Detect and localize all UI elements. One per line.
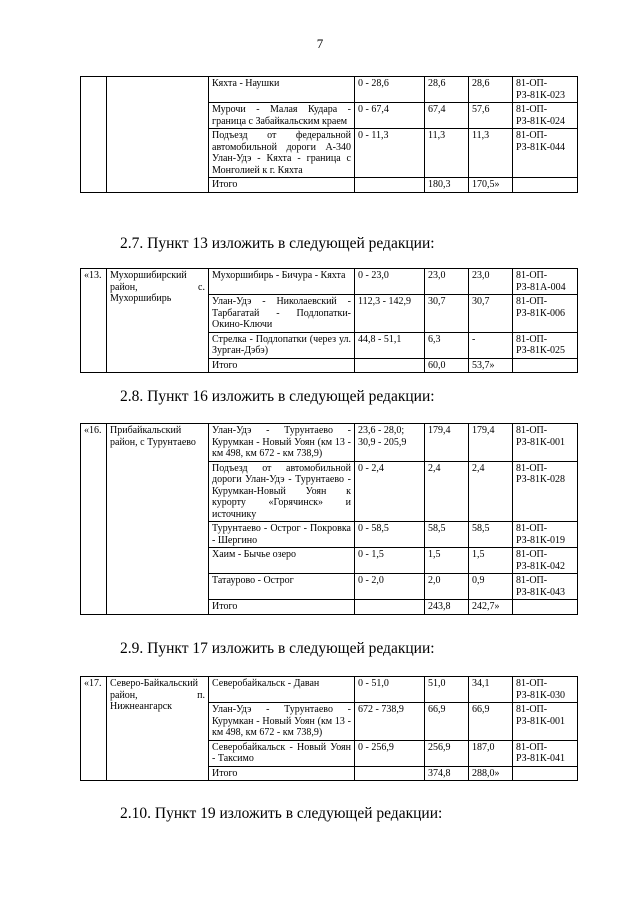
length-regional-cell: 23,0 bbox=[469, 269, 513, 295]
road-code-cell: 81-ОП-РЗ-81К-006 bbox=[513, 295, 578, 333]
section-heading-2-9: 2.9. Пункт 17 изложить в следующей редакции: bbox=[120, 640, 435, 657]
km-range-cell: 0 - 1,5 bbox=[355, 548, 425, 574]
total-length-cell: 60,0 bbox=[425, 358, 469, 373]
length-regional-cell: 58,5 bbox=[469, 522, 513, 548]
item-number-cell bbox=[81, 77, 107, 193]
total-label-cell: Итого bbox=[209, 766, 355, 781]
length-total-cell: 66,9 bbox=[425, 703, 469, 741]
total-label-cell: Итого bbox=[209, 178, 355, 193]
road-code-cell: 81-ОП-РЗ-81К-042 bbox=[513, 548, 578, 574]
item-number-cell: «16. bbox=[81, 424, 107, 615]
km-range-cell: 0 - 23,0 bbox=[355, 269, 425, 295]
length-regional-cell: 0,9 bbox=[469, 574, 513, 600]
length-total-cell: 2,4 bbox=[425, 461, 469, 522]
roads-table-item-13 bbox=[80, 268, 578, 373]
length-total-cell: 58,5 bbox=[425, 522, 469, 548]
length-total-cell: 2,0 bbox=[425, 574, 469, 600]
road-name-cell: Улан-Удэ - Турунтаево - Курумкан - Новый Уоян (км 13 - км 498, км 672 - км 738,9) bbox=[209, 703, 355, 741]
district-cell: Прибайкальский район, с Турунтаево bbox=[107, 424, 209, 615]
km-range-cell: 0 - 11,3 bbox=[355, 129, 425, 178]
road-name-cell: Северобайкальск - Даван bbox=[209, 677, 355, 703]
km-range-cell: 44,8 - 51,1 bbox=[355, 332, 425, 358]
roads-table-item-16 bbox=[80, 423, 578, 615]
length-total-cell: 28,6 bbox=[425, 77, 469, 103]
road-code-cell: 81-ОП-РЗ-81К-001 bbox=[513, 424, 578, 462]
road-name-cell: Хаим - Бычье озеро bbox=[209, 548, 355, 574]
district-cell bbox=[107, 77, 209, 193]
km-range-cell: 672 - 738,9 bbox=[355, 703, 425, 741]
item-number-cell: «17. bbox=[81, 677, 107, 781]
roads-table-item-17 bbox=[80, 676, 578, 781]
km-range-cell: 0 - 51,0 bbox=[355, 677, 425, 703]
road-code-cell: 81-ОП-РЗ-81К-043 bbox=[513, 574, 578, 600]
length-regional-cell: 2,4 bbox=[469, 461, 513, 522]
length-regional-cell: 187,0 bbox=[469, 740, 513, 766]
empty-cell bbox=[513, 178, 578, 193]
km-range-cell: 0 - 67,4 bbox=[355, 103, 425, 129]
total-label-cell: Итого bbox=[209, 358, 355, 373]
road-code-cell: 81-ОП-РЗ-81К-019 bbox=[513, 522, 578, 548]
length-regional-cell: 66,9 bbox=[469, 703, 513, 741]
km-range-cell: 112,3 - 142,9 bbox=[355, 295, 425, 333]
length-total-cell: 1,5 bbox=[425, 548, 469, 574]
length-total-cell: 11,3 bbox=[425, 129, 469, 178]
empty-cell bbox=[355, 600, 425, 615]
km-range-cell: 23,6 - 28,0; 30,9 - 205,9 bbox=[355, 424, 425, 462]
empty-cell bbox=[513, 600, 578, 615]
total-regional-cell: 170,5» bbox=[469, 178, 513, 193]
road-code-cell: 81-ОП-РЗ-81К-025 bbox=[513, 332, 578, 358]
length-regional-cell: 57,6 bbox=[469, 103, 513, 129]
empty-cell bbox=[355, 178, 425, 193]
table-row bbox=[81, 269, 578, 295]
road-name-cell: Подъезд от федеральной автомобильной дороги А-340 Улан-Удэ - Кяхта - граница с Монголией к г. Кяхта bbox=[209, 129, 355, 178]
road-name-cell: Стрелка - Подлопатки (через ул. Зурган-Дэбэ) bbox=[209, 332, 355, 358]
table-row bbox=[81, 77, 578, 103]
total-length-cell: 180,3 bbox=[425, 178, 469, 193]
road-name-cell: Улан-Удэ - Николаевский - Тарбагатай - Подлопатки-Окино-Ключи bbox=[209, 295, 355, 333]
length-regional-cell: 179,4 bbox=[469, 424, 513, 462]
km-range-cell: 0 - 28,6 bbox=[355, 77, 425, 103]
road-name-cell: Улан-Удэ - Турунтаево - Курумкан - Новый Уоян (км 13 - км 498, км 672 - км 738,9) bbox=[209, 424, 355, 462]
road-code-cell: 81-ОП-РЗ-81К-028 bbox=[513, 461, 578, 522]
road-code-cell: 81-ОП-РЗ-81К-044 bbox=[513, 129, 578, 178]
item-number-cell: «13. bbox=[81, 269, 107, 373]
km-range-cell: 0 - 2,0 bbox=[355, 574, 425, 600]
length-regional-cell: 30,7 bbox=[469, 295, 513, 333]
section-heading-2-7: 2.7. Пункт 13 изложить в следующей редакции: bbox=[120, 235, 435, 252]
district-cell: Мухоршибирский район, с. Мухоршибирь bbox=[107, 269, 209, 373]
length-total-cell: 256,9 bbox=[425, 740, 469, 766]
empty-cell bbox=[355, 766, 425, 781]
km-range-cell: 0 - 256,9 bbox=[355, 740, 425, 766]
total-length-cell: 243,8 bbox=[425, 600, 469, 615]
road-code-cell: 81-ОП-РЗ-81К-023 bbox=[513, 77, 578, 103]
length-total-cell: 67,4 bbox=[425, 103, 469, 129]
total-regional-cell: 242,7» bbox=[469, 600, 513, 615]
road-name-cell: Мурочи - Малая Кудара - граница с Забайкальским краем bbox=[209, 103, 355, 129]
total-regional-cell: 288,0» bbox=[469, 766, 513, 781]
road-code-cell: 81-ОП-РЗ-81К-001 bbox=[513, 703, 578, 741]
length-regional-cell: 1,5 bbox=[469, 548, 513, 574]
table-row bbox=[81, 424, 578, 462]
empty-cell bbox=[513, 358, 578, 373]
road-name-cell: Мухоршибирь - Бичура - Кяхта bbox=[209, 269, 355, 295]
length-regional-cell: - bbox=[469, 332, 513, 358]
road-name-cell: Татаурово - Острог bbox=[209, 574, 355, 600]
length-regional-cell: 28,6 bbox=[469, 77, 513, 103]
section-heading-2-8: 2.8. Пункт 16 изложить в следующей редакции: bbox=[120, 388, 435, 405]
total-regional-cell: 53,7» bbox=[469, 358, 513, 373]
length-total-cell: 179,4 bbox=[425, 424, 469, 462]
total-length-cell: 374,8 bbox=[425, 766, 469, 781]
road-name-cell: Турунтаево - Острог - Покровка - Шергино bbox=[209, 522, 355, 548]
road-name-cell: Кяхта - Наушки bbox=[209, 77, 355, 103]
roads-table-continued bbox=[80, 76, 578, 193]
length-regional-cell: 11,3 bbox=[469, 129, 513, 178]
length-total-cell: 30,7 bbox=[425, 295, 469, 333]
section-heading-2-10: 2.10. Пункт 19 изложить в следующей редакции: bbox=[120, 805, 443, 822]
length-regional-cell: 34,1 bbox=[469, 677, 513, 703]
road-code-cell: 81-ОП-РЗ-81К-041 bbox=[513, 740, 578, 766]
road-code-cell: 81-ОП-РЗ-81А-004 bbox=[513, 269, 578, 295]
page-number: 7 bbox=[316, 36, 324, 51]
road-name-cell: Северобайкальск - Новый Уоян - Таксимо bbox=[209, 740, 355, 766]
empty-cell bbox=[355, 358, 425, 373]
total-label-cell: Итого bbox=[209, 600, 355, 615]
table-row bbox=[81, 677, 578, 703]
length-total-cell: 51,0 bbox=[425, 677, 469, 703]
road-name-cell: Подъезд от автомобильной дороги Улан-Удэ - Турунтаево - Курумкан-Новый Уоян к курорту «Горячинск» и источнику bbox=[209, 461, 355, 522]
length-total-cell: 23,0 bbox=[425, 269, 469, 295]
road-code-cell: 81-ОП-РЗ-81К-024 bbox=[513, 103, 578, 129]
length-total-cell: 6,3 bbox=[425, 332, 469, 358]
road-code-cell: 81-ОП-РЗ-81К-030 bbox=[513, 677, 578, 703]
km-range-cell: 0 - 2,4 bbox=[355, 461, 425, 522]
km-range-cell: 0 - 58,5 bbox=[355, 522, 425, 548]
empty-cell bbox=[513, 766, 578, 781]
district-cell: Северо-Байкальский район, п. Нижнеангарск bbox=[107, 677, 209, 781]
